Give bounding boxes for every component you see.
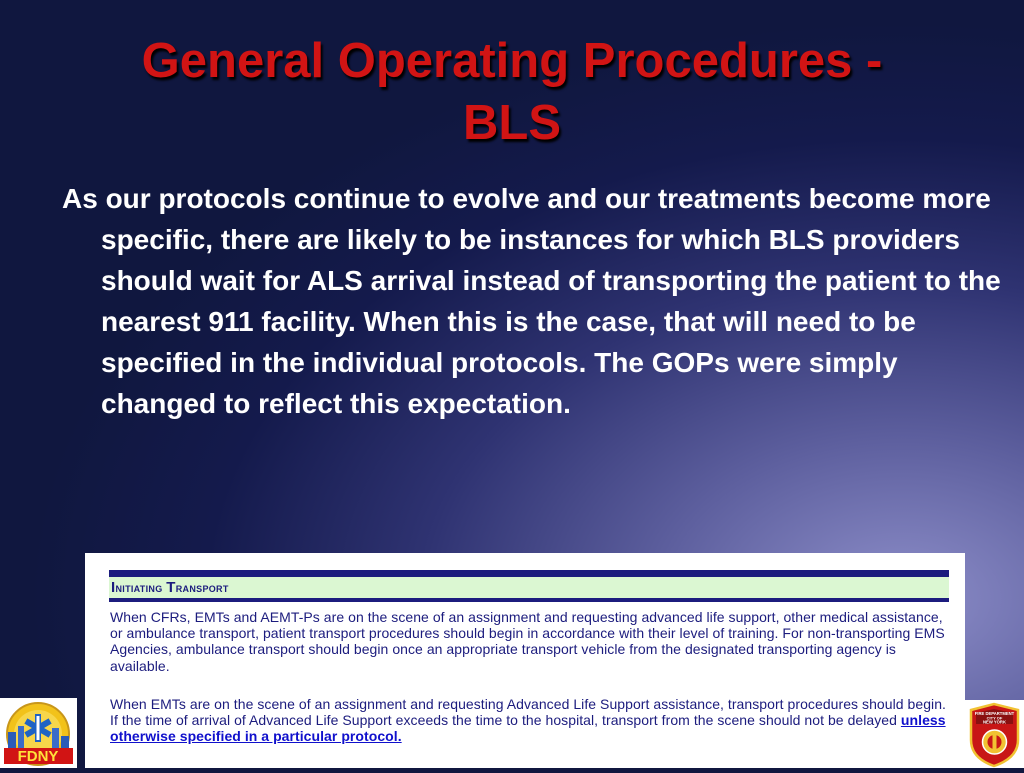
logo-text-line2: CITY OF: [986, 715, 1003, 721]
logo-text-line1: FIRE DEPARTMENT: [974, 711, 1015, 716]
heading-rule-top: [109, 570, 949, 577]
slide-title-line1: General Operating Procedures -: [141, 34, 883, 88]
ems-logo-text: FDNY: [17, 748, 59, 765]
doc-paragraph-2: [110, 696, 955, 745]
section-heading-initial: I: [111, 579, 116, 596]
fire-department-logo: [965, 700, 1024, 768]
document-excerpt: [85, 553, 965, 768]
slide-title: [40, 30, 984, 154]
logo-text-line3: NEW YORK: [983, 719, 1006, 725]
section-heading-word2: ransport: [175, 581, 229, 595]
slide-body-text: As our protocols continue to evolve and our treatments become more specific, there are likely to be instances for which BLS providers should wait for ALS arrival instead of transporting the patient to the nearest 911 facility. When this is the case, that will need to be specified in the individual protocols. The GOPs were simply changed to reflect this expectation.: [62, 183, 1001, 419]
section-heading-word1: nitiating: [115, 581, 167, 595]
section-heading-initial2: T: [166, 579, 176, 596]
protocol-link[interactable]: unless otherwise specified in a particular protocol.: [110, 712, 946, 745]
heading-rule-bottom: [109, 598, 949, 602]
fire-department-shield-icon: [965, 700, 1024, 768]
ems-logo: [0, 698, 77, 768]
section-heading: [109, 577, 949, 598]
doc-paragraph-2-text: When EMTs are on the scene of an assignment and requesting Advanced Life Support assistance, transport procedures should begin. If the time of arrival of Advanced Life Support exceeds the time to the hospital, transport from the scene should not be delayed: [110, 696, 946, 729]
doc-paragraph-1: When CFRs, EMTs and AEMT-Ps are on the scene of an assignment and requesting advanced life support, other medical assistance, or ambulance transport, patient transport procedures should begin in accordance with their level of training. For non-transporting EMS Agencies, ambulance transport should begin once an appropriate transport vehicle from the designated transporting agency is available.: [110, 609, 945, 674]
slide-title-line2: BLS: [463, 96, 561, 150]
ems-badge-icon: [0, 698, 77, 768]
